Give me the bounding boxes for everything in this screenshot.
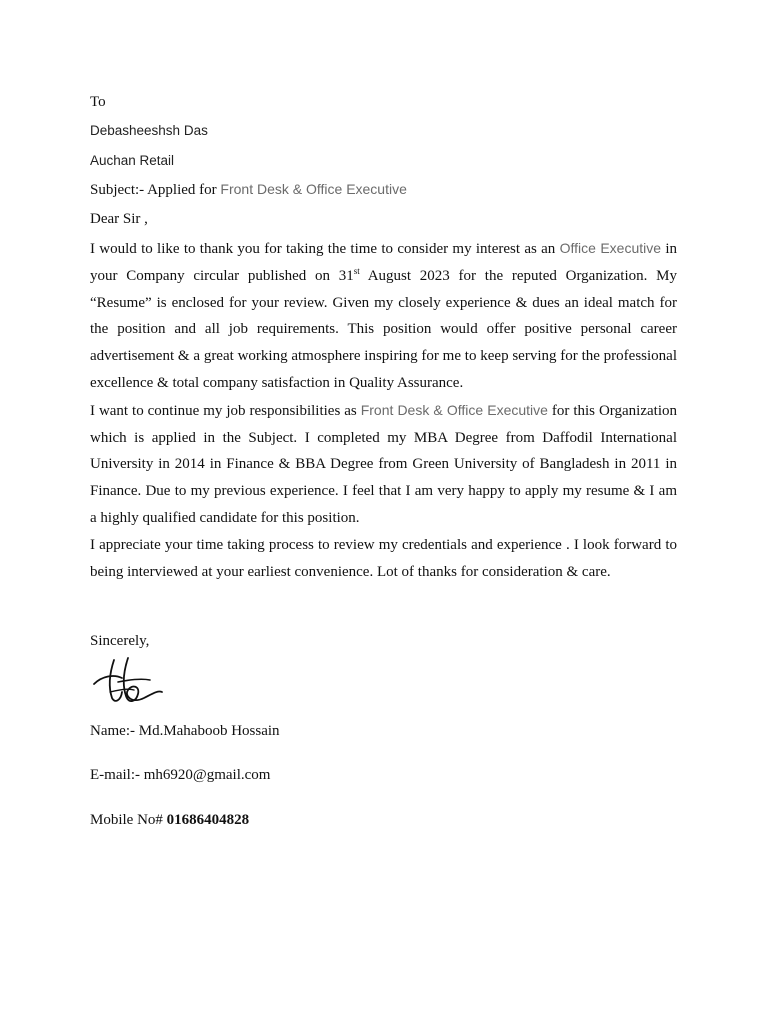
sender-name: Name:- Md.Mahaboob Hossain [90, 723, 280, 739]
paragraph-education [90, 397, 677, 532]
mobile-label: Mobile No# [90, 812, 167, 828]
subject-position: Front Desk & Office Executive [220, 181, 407, 197]
handwritten-signature [88, 654, 170, 706]
paragraph-closing: I appreciate your time taking process to review my credentials and experience . I look forward to being interviewed at your earliest convenience. Lot of thanks for consideration & care. [90, 536, 677, 580]
ordinal-suffix: st [353, 265, 360, 276]
subject-line [90, 181, 407, 199]
closing: Sincerely, [90, 633, 150, 649]
sender-email: E-mail:- mh6920@gmail.com [90, 767, 271, 783]
mobile-number: 01686404828 [166, 812, 250, 828]
paragraph-interest [90, 235, 677, 397]
recipient-name: Debasheeshsh Das [90, 123, 208, 138]
to-label: To [90, 94, 106, 110]
paragraph-education-text-b: for this Organization which is applied in the Subject. I completed my MBA Degree from Daffodil International University in 2014 in Finance & BBA Degree from Green University of Bangladesh in 2011 in Finance. Due to my previous experience. I feel that I am very happy to apply my resume & I am a highly qualified candidate for this position. [90, 402, 677, 526]
paragraph-interest-text-a: I would to like to thank you for taking the time to consider my interest as an [90, 241, 560, 257]
paragraph-interest-text-b: in your Company circular published on 31 [90, 241, 677, 284]
sender-mobile [90, 812, 249, 829]
applied-position-highlight: Office Executive [559, 240, 662, 256]
recipient-company: Auchan Retail [90, 153, 175, 168]
letter-body [90, 235, 677, 585]
paragraph-interest-text-c: August 2023 for the reputed Organization. My “Resume” is enclosed for your review. Given my closely experience & dues an ideal match for the position and all job requirements. This position would offer positive personal career advertisement & a great working atmosphere inspiring for me to keep serving for the professional excellence & total company satisfaction in Quality Assurance. [90, 267, 677, 391]
subject-prefix: Subject:- Applied for [90, 182, 221, 198]
front-desk-position-highlight: Front Desk & Office Executive [360, 401, 548, 418]
paragraph-education-text-a: I want to continue my job responsibilities as [90, 402, 361, 419]
salutation: Dear Sir , [90, 211, 148, 227]
